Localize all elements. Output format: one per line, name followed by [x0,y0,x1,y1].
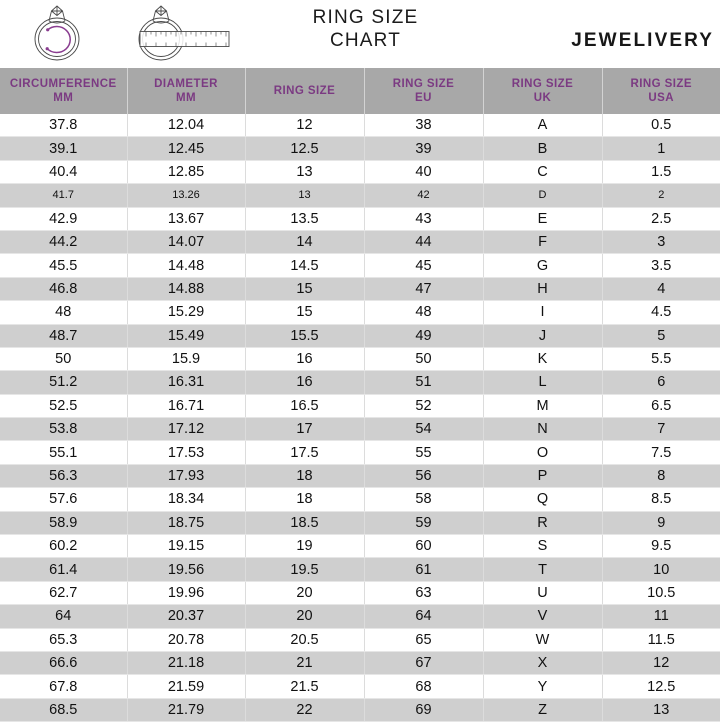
cell-ring-size-uk: O [483,441,602,464]
cell-ring-size-eu: 48 [364,301,483,324]
cell-ring-size: 14 [245,230,364,253]
cell-circumference: 44.2 [0,230,127,253]
cell-ring-size-uk: L [483,371,602,394]
column-header-circumference [0,68,127,114]
cell-ring-size-eu: 61 [364,558,483,581]
page-title [258,6,473,52]
column-header-line1: RING SIZE [511,78,574,90]
cell-diameter: 17.93 [127,464,245,487]
cell-ring-size-usa: 7 [602,418,720,441]
ring-circumference-diagram-icon [22,2,92,69]
ring-diameter-ruler-diagram-icon [126,2,232,69]
table-row [0,535,720,558]
cell-ring-size-usa: 7.5 [602,441,720,464]
cell-ring-size-uk: G [483,254,602,277]
cell-circumference: 37.8 [0,114,127,137]
cell-ring-size-eu: 55 [364,441,483,464]
cell-ring-size-eu: 64 [364,605,483,628]
table-row [0,628,720,651]
column-header-line1: DIAMETER [154,78,218,90]
table-row [0,675,720,698]
cell-circumference: 65.3 [0,628,127,651]
cell-diameter: 21.18 [127,651,245,674]
cell-diameter: 17.53 [127,441,245,464]
cell-ring-size-usa: 0.5 [602,114,720,137]
cell-ring-size: 13 [245,160,364,183]
cell-ring-size: 20 [245,581,364,604]
cell-ring-size-uk: B [483,137,602,160]
cell-ring-size: 16 [245,347,364,370]
table-row [0,371,720,394]
table-row [0,277,720,300]
table-row [0,605,720,628]
column-header-ring-size-eu [364,68,483,114]
table-row [0,207,720,230]
column-header-line1: CIRCUMFERENCE [9,78,117,90]
cell-ring-size: 15.5 [245,324,364,347]
cell-ring-size: 18 [245,488,364,511]
cell-diameter: 15.9 [127,347,245,370]
table-row [0,581,720,604]
cell-ring-size: 12 [245,114,364,137]
cell-ring-size-uk: R [483,511,602,534]
cell-ring-size-eu: 45 [364,254,483,277]
table-row [0,137,720,160]
column-header-line1: RING SIZE [630,78,693,90]
cell-ring-size-eu: 56 [364,464,483,487]
cell-ring-size: 15 [245,277,364,300]
table-row [0,301,720,324]
cell-ring-size-uk: W [483,628,602,651]
cell-ring-size-uk: A [483,114,602,137]
cell-ring-size: 21.5 [245,675,364,698]
cell-ring-size: 21 [245,651,364,674]
cell-ring-size-eu: 67 [364,651,483,674]
cell-diameter: 14.07 [127,230,245,253]
column-header-line1: RING SIZE [273,85,336,97]
cell-ring-size-eu: 59 [364,511,483,534]
cell-ring-size-uk: K [483,347,602,370]
table-row [0,441,720,464]
cell-ring-size-usa: 2 [602,184,720,207]
brand-logo: JEWELIVERY [571,30,714,51]
column-header-ring-size-uk [483,68,602,114]
cell-ring-size-uk: Y [483,675,602,698]
cell-ring-size: 20.5 [245,628,364,651]
cell-ring-size-eu: 49 [364,324,483,347]
cell-ring-size: 13 [245,184,364,207]
cell-ring-size-eu: 58 [364,488,483,511]
cell-ring-size-usa: 3 [602,230,720,253]
cell-circumference: 45.5 [0,254,127,277]
cell-diameter: 21.79 [127,698,245,721]
table-row [0,347,720,370]
table-row [0,394,720,417]
column-header-line1: RING SIZE [392,78,455,90]
cell-diameter: 18.34 [127,488,245,511]
cell-ring-size: 20 [245,605,364,628]
cell-ring-size: 18 [245,464,364,487]
cell-ring-size-usa: 9.5 [602,535,720,558]
cell-circumference: 46.8 [0,277,127,300]
cell-ring-size-uk: S [483,535,602,558]
cell-circumference: 68.5 [0,698,127,721]
cell-ring-size-usa: 4 [602,277,720,300]
cell-circumference: 62.7 [0,581,127,604]
cell-circumference: 48 [0,301,127,324]
cell-circumference: 52.5 [0,394,127,417]
ring-size-table [0,68,720,722]
cell-ring-size-uk: H [483,277,602,300]
cell-circumference: 56.3 [0,464,127,487]
cell-ring-size-uk: E [483,207,602,230]
cell-ring-size-usa: 3.5 [602,254,720,277]
cell-ring-size-usa: 10 [602,558,720,581]
column-header-ring-size-usa [602,68,720,114]
column-header-line2: UK [533,92,552,104]
table-header-row [0,68,720,114]
cell-ring-size-usa: 11.5 [602,628,720,651]
cell-ring-size-eu: 54 [364,418,483,441]
page-header [0,0,720,68]
cell-ring-size-usa: 4.5 [602,301,720,324]
cell-ring-size-eu: 52 [364,394,483,417]
cell-diameter: 12.45 [127,137,245,160]
cell-ring-size: 14.5 [245,254,364,277]
table-row [0,558,720,581]
page-title-line1: RING SIZE [312,7,419,28]
cell-ring-size-usa: 1.5 [602,160,720,183]
cell-circumference: 64 [0,605,127,628]
cell-diameter: 16.31 [127,371,245,394]
table-row [0,488,720,511]
cell-diameter: 19.96 [127,581,245,604]
cell-diameter: 21.59 [127,675,245,698]
cell-circumference: 41.7 [0,184,127,207]
cell-ring-size-uk: Z [483,698,602,721]
cell-ring-size-eu: 43 [364,207,483,230]
cell-ring-size-usa: 8.5 [602,488,720,511]
cell-diameter: 14.88 [127,277,245,300]
cell-diameter: 20.37 [127,605,245,628]
cell-ring-size-uk: I [483,301,602,324]
cell-diameter: 15.29 [127,301,245,324]
cell-circumference: 55.1 [0,441,127,464]
cell-ring-size-eu: 47 [364,277,483,300]
cell-diameter: 18.75 [127,511,245,534]
cell-circumference: 61.4 [0,558,127,581]
cell-ring-size: 15 [245,301,364,324]
cell-ring-size-usa: 6.5 [602,394,720,417]
cell-circumference: 51.2 [0,371,127,394]
cell-ring-size-uk: X [483,651,602,674]
cell-circumference: 67.8 [0,675,127,698]
cell-ring-size-usa: 6 [602,371,720,394]
cell-ring-size: 16.5 [245,394,364,417]
table-row [0,114,720,137]
cell-ring-size-usa: 13 [602,698,720,721]
cell-diameter: 19.15 [127,535,245,558]
cell-ring-size: 12.5 [245,137,364,160]
cell-ring-size-eu: 60 [364,535,483,558]
table-row [0,651,720,674]
table-body [0,114,720,722]
cell-ring-size: 16 [245,371,364,394]
table-row [0,254,720,277]
cell-circumference: 40.4 [0,160,127,183]
cell-ring-size-uk: F [483,230,602,253]
cell-diameter: 13.67 [127,207,245,230]
cell-ring-size-usa: 8 [602,464,720,487]
cell-ring-size-usa: 9 [602,511,720,534]
table-row [0,160,720,183]
table-row [0,230,720,253]
table-row [0,184,720,207]
table-row [0,698,720,721]
table-header [0,68,720,114]
cell-circumference: 39.1 [0,137,127,160]
column-header-line2: USA [648,92,675,104]
column-header-line2: EU [415,92,432,104]
cell-circumference: 42.9 [0,207,127,230]
cell-circumference: 66.6 [0,651,127,674]
cell-ring-size-eu: 38 [364,114,483,137]
table-row [0,324,720,347]
cell-ring-size-uk: M [483,394,602,417]
cell-ring-size-eu: 40 [364,160,483,183]
cell-ring-size-uk: T [483,558,602,581]
cell-ring-size: 19.5 [245,558,364,581]
cell-ring-size-uk: C [483,160,602,183]
cell-ring-size: 13.5 [245,207,364,230]
cell-ring-size-uk: P [483,464,602,487]
cell-diameter: 12.04 [127,114,245,137]
cell-circumference: 58.9 [0,511,127,534]
cell-diameter: 20.78 [127,628,245,651]
column-header-ring-size [245,68,364,114]
cell-circumference: 60.2 [0,535,127,558]
cell-ring-size-usa: 10.5 [602,581,720,604]
cell-ring-size: 18.5 [245,511,364,534]
cell-diameter: 15.49 [127,324,245,347]
cell-ring-size-eu: 69 [364,698,483,721]
column-header-line2: MM [53,92,74,104]
cell-diameter: 17.12 [127,418,245,441]
cell-ring-size-eu: 65 [364,628,483,651]
cell-ring-size-usa: 5.5 [602,347,720,370]
cell-ring-size-uk: Q [483,488,602,511]
table-row [0,464,720,487]
cell-circumference: 57.6 [0,488,127,511]
cell-ring-size-uk: V [483,605,602,628]
cell-diameter: 13.26 [127,184,245,207]
cell-ring-size: 19 [245,535,364,558]
cell-ring-size-usa: 1 [602,137,720,160]
cell-ring-size: 22 [245,698,364,721]
cell-circumference: 50 [0,347,127,370]
cell-ring-size: 17 [245,418,364,441]
cell-ring-size-usa: 12 [602,651,720,674]
cell-ring-size-eu: 39 [364,137,483,160]
cell-diameter: 19.56 [127,558,245,581]
cell-ring-size-eu: 51 [364,371,483,394]
cell-ring-size-uk: N [483,418,602,441]
cell-ring-size-uk: U [483,581,602,604]
cell-ring-size-usa: 5 [602,324,720,347]
cell-ring-size-uk: J [483,324,602,347]
cell-diameter: 14.48 [127,254,245,277]
cell-ring-size-eu: 63 [364,581,483,604]
table-row [0,418,720,441]
cell-ring-size-uk: D [483,184,602,207]
cell-ring-size-usa: 12.5 [602,675,720,698]
cell-ring-size-eu: 68 [364,675,483,698]
page-title-line2: CHART [329,30,402,51]
cell-ring-size-eu: 42 [364,184,483,207]
cell-circumference: 53.8 [0,418,127,441]
column-header-diameter [127,68,245,114]
cell-circumference: 48.7 [0,324,127,347]
column-header-line2: MM [175,92,197,104]
cell-ring-size-usa: 2.5 [602,207,720,230]
cell-diameter: 16.71 [127,394,245,417]
cell-ring-size-usa: 11 [602,605,720,628]
cell-ring-size: 17.5 [245,441,364,464]
cell-ring-size-eu: 50 [364,347,483,370]
table-row [0,511,720,534]
cell-ring-size-eu: 44 [364,230,483,253]
cell-diameter: 12.85 [127,160,245,183]
